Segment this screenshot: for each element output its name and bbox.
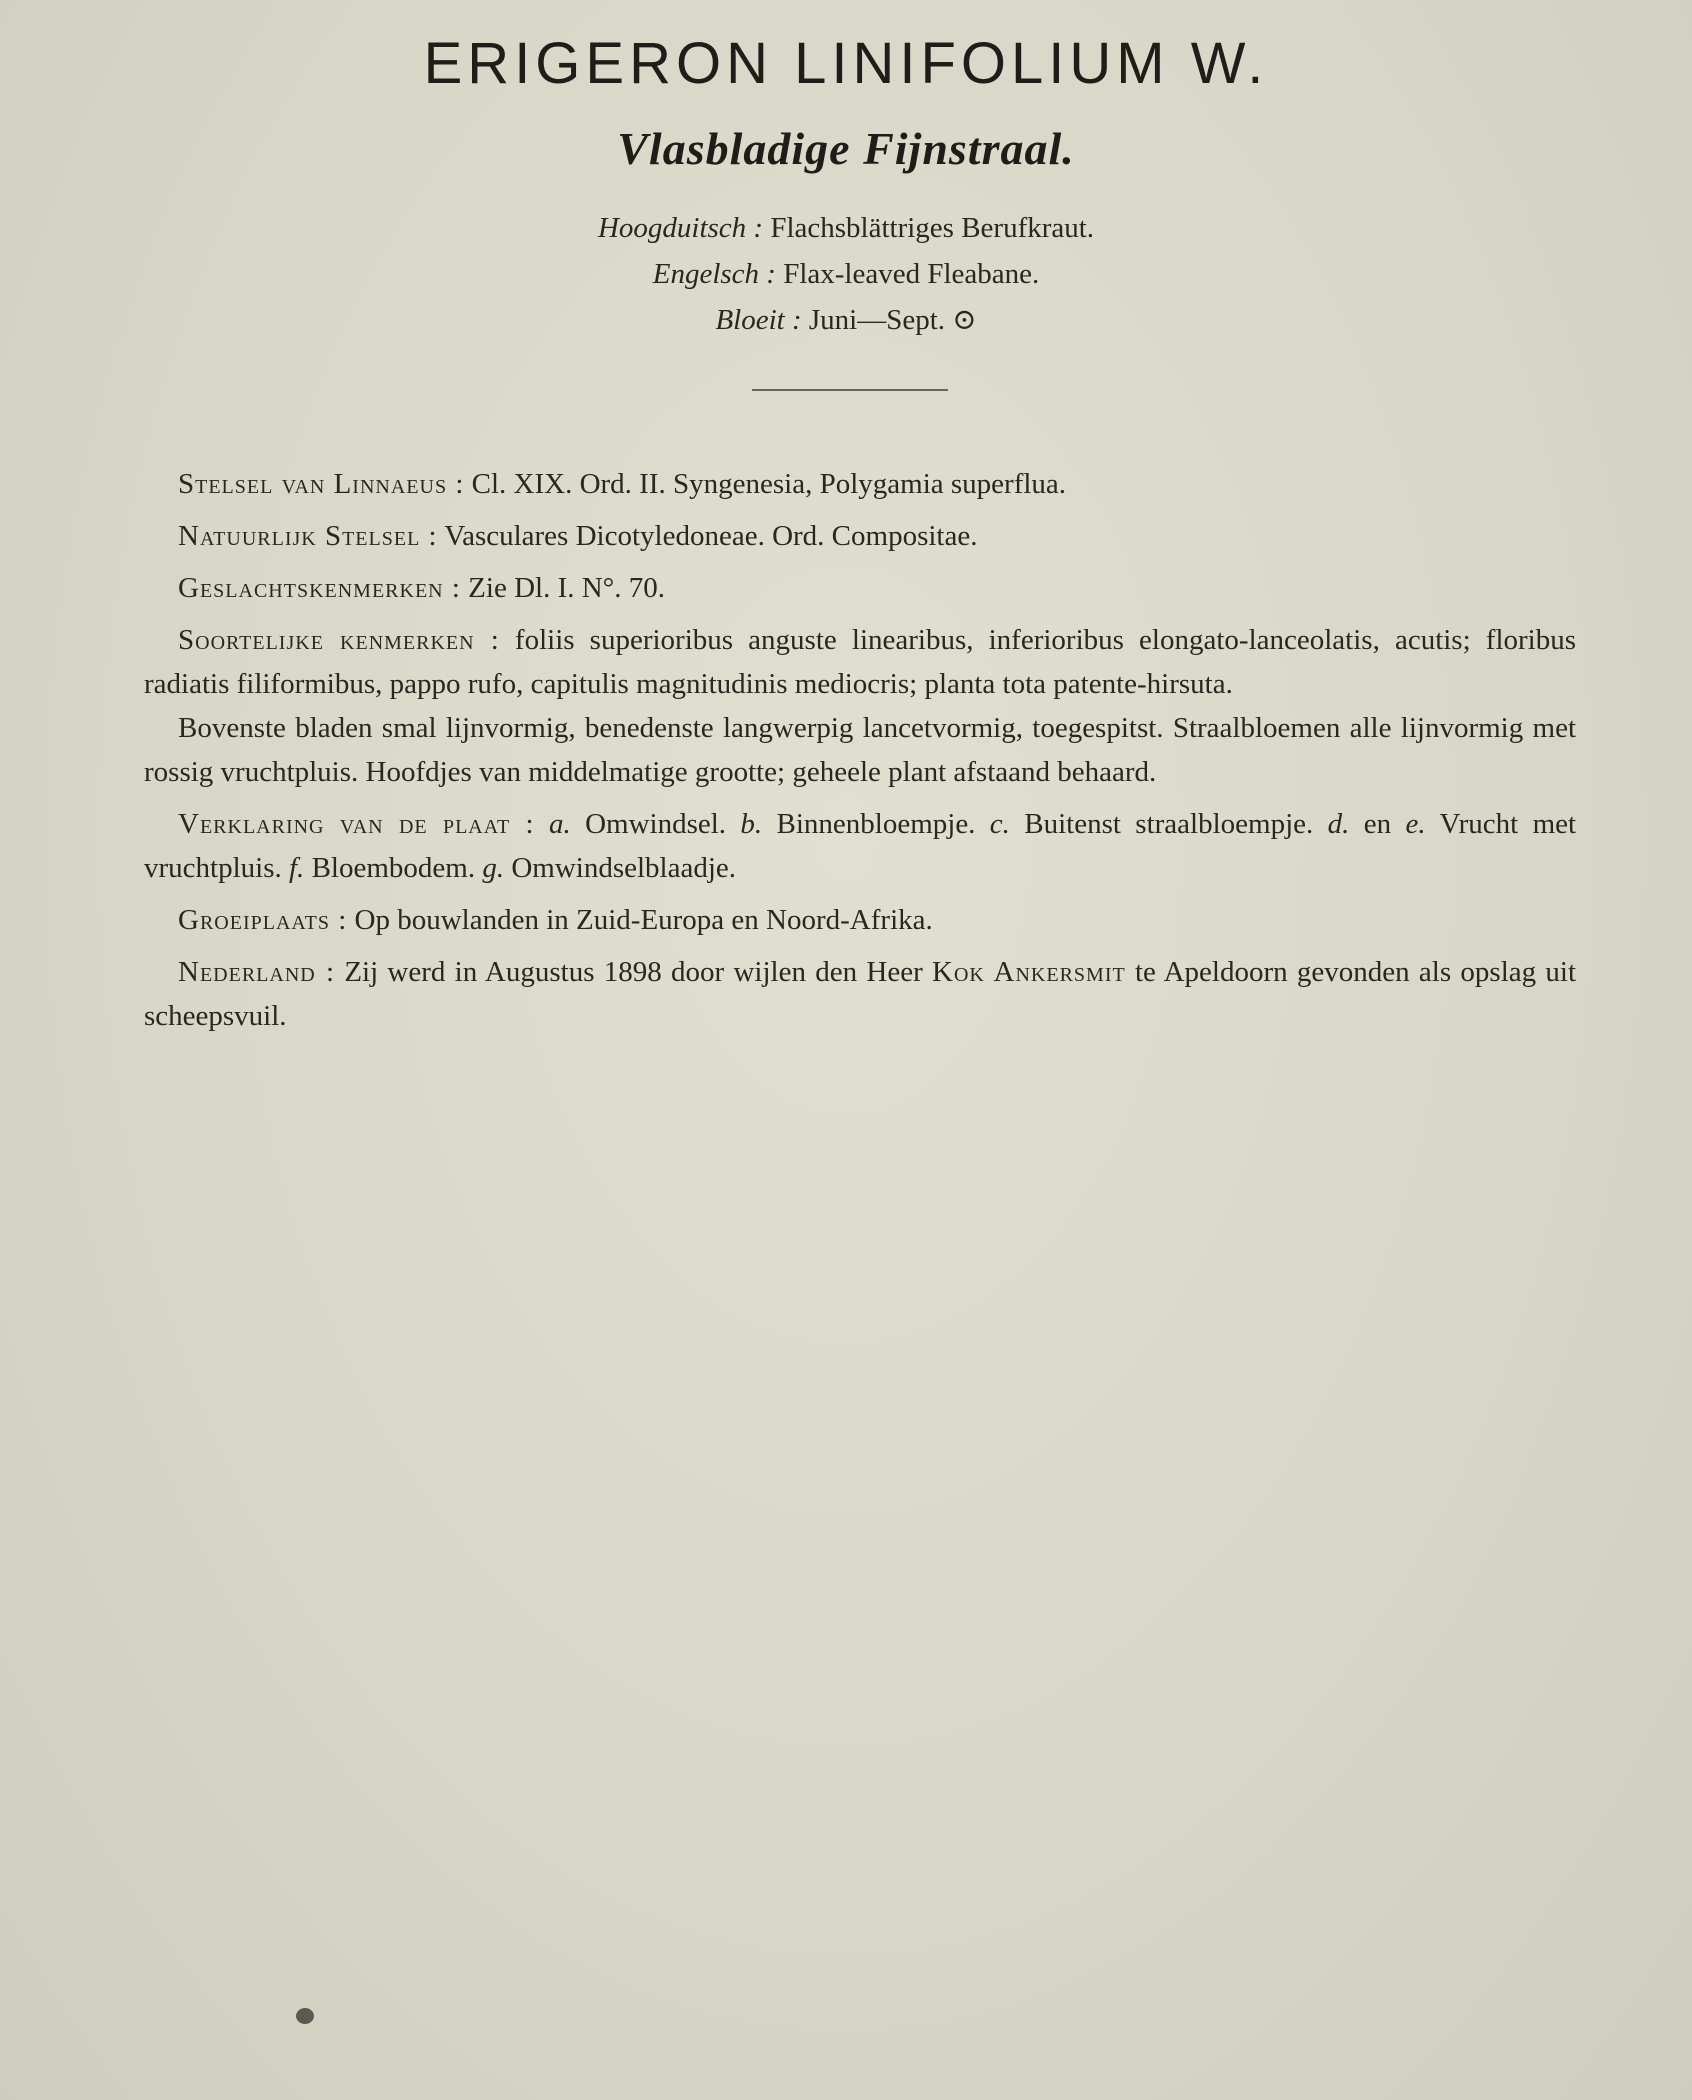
flowering-row bbox=[0, 297, 1692, 343]
german-name-row bbox=[0, 205, 1692, 251]
genus-characters-text: Zie Dl. I. N°. 70. bbox=[468, 572, 666, 604]
plate-letter-c: c. bbox=[989, 808, 1010, 840]
description-body bbox=[144, 462, 1576, 1046]
divider-rule bbox=[752, 389, 948, 391]
plate-letter-f: f. bbox=[289, 852, 305, 884]
netherlands-text-b: te Apeldoorn gevonden als opslag uit scheepsvuil. bbox=[144, 956, 1577, 1032]
flowering-label: Bloeit : bbox=[715, 304, 802, 336]
habitat-label: Groeiplaats : bbox=[178, 904, 348, 936]
plate-item-d: en bbox=[1363, 808, 1392, 840]
natural-system-text: Vasculares Dicotyledoneae. Ord. Compositae. bbox=[444, 520, 978, 552]
plate-item-b: Binnenbloempje. bbox=[776, 808, 976, 840]
plate-letter-b: b. bbox=[740, 808, 763, 840]
genus-characters-label: Geslachtskenmerken : bbox=[178, 572, 461, 604]
english-value: Flax-leaved Fleabane. bbox=[783, 258, 1040, 290]
ink-spot bbox=[296, 2008, 314, 2024]
plate-letter-g: g. bbox=[482, 852, 505, 884]
page-title: ERIGERON LINIFOLIUM W. bbox=[423, 31, 1269, 96]
plate-letter-d: d. bbox=[1327, 808, 1350, 840]
genus-characters-paragraph bbox=[144, 566, 1576, 610]
plate-letter-a: a. bbox=[548, 808, 571, 840]
plate-item-a: Omwindsel. bbox=[585, 808, 727, 840]
common-names-block bbox=[0, 205, 1692, 343]
dutch-name: Vlasbladige Fijnstraal. bbox=[617, 123, 1075, 174]
linnaeus-text: Cl. XIX. Ord. II. Syngenesia, Polygamia superflua. bbox=[471, 468, 1067, 500]
german-label: Hoogduitsch : bbox=[597, 212, 764, 244]
dutch-description-paragraph: Bovenste bladen smal lijnvormig, benedenste langwerpig lancetvormig, toegespitst. Straalbloemen alle lijnvormig met rossig vruchtpluis. Hoofdjes van middelmatige grootte; geheele plant afstaand behaard. bbox=[144, 712, 1576, 788]
linnaeus-paragraph bbox=[144, 462, 1576, 506]
german-value: Flachsblättriges Berufkraut. bbox=[770, 212, 1095, 244]
plate-item-f: Bloembodem. bbox=[311, 852, 476, 884]
plate-letter-e: e. bbox=[1405, 808, 1426, 840]
species-characters-paragraph bbox=[144, 618, 1576, 706]
natural-system-label: Natuurlijk Stelsel : bbox=[178, 520, 438, 552]
plate-item-g: Omwindselblaadje. bbox=[511, 852, 737, 884]
plate-item-c: Buitenst straalbloempje. bbox=[1024, 808, 1314, 840]
collector-name: Kok Ankersmit bbox=[932, 956, 1126, 988]
species-characters-label: Soortelijke kenmerken : bbox=[178, 624, 500, 656]
species-characters-text: foliis superioribus anguste linearibus, inferioribus elongato-lanceolatis, acutis; floribus radiatis filiformibus, pappo rufo, capitulis magnitudinis mediocris; planta tota patente-hirsuta. bbox=[144, 624, 1576, 700]
netherlands-paragraph bbox=[144, 950, 1576, 1038]
netherlands-label: Nederland : bbox=[178, 956, 336, 988]
english-label: Engelsch : bbox=[652, 258, 776, 290]
flowering-value: Juni—Sept. ⊙ bbox=[808, 304, 977, 336]
natural-system-paragraph bbox=[144, 514, 1576, 558]
plate-item-e: Vrucht met vruchtpluis. bbox=[144, 808, 1577, 884]
plate-explanation-label: Verklaring van de plaat : bbox=[178, 808, 535, 840]
habitat-paragraph bbox=[144, 898, 1576, 942]
english-name-row bbox=[0, 251, 1692, 297]
netherlands-text-a: Zij werd in Augustus 1898 door wijlen den Heer bbox=[344, 956, 923, 988]
habitat-text: Op bouwlanden in Zuid-Europa en Noord-Afrika. bbox=[354, 904, 933, 936]
plate-explanation-paragraph bbox=[144, 802, 1576, 890]
linnaeus-label: Stelsel van Linnaeus : bbox=[178, 468, 465, 500]
